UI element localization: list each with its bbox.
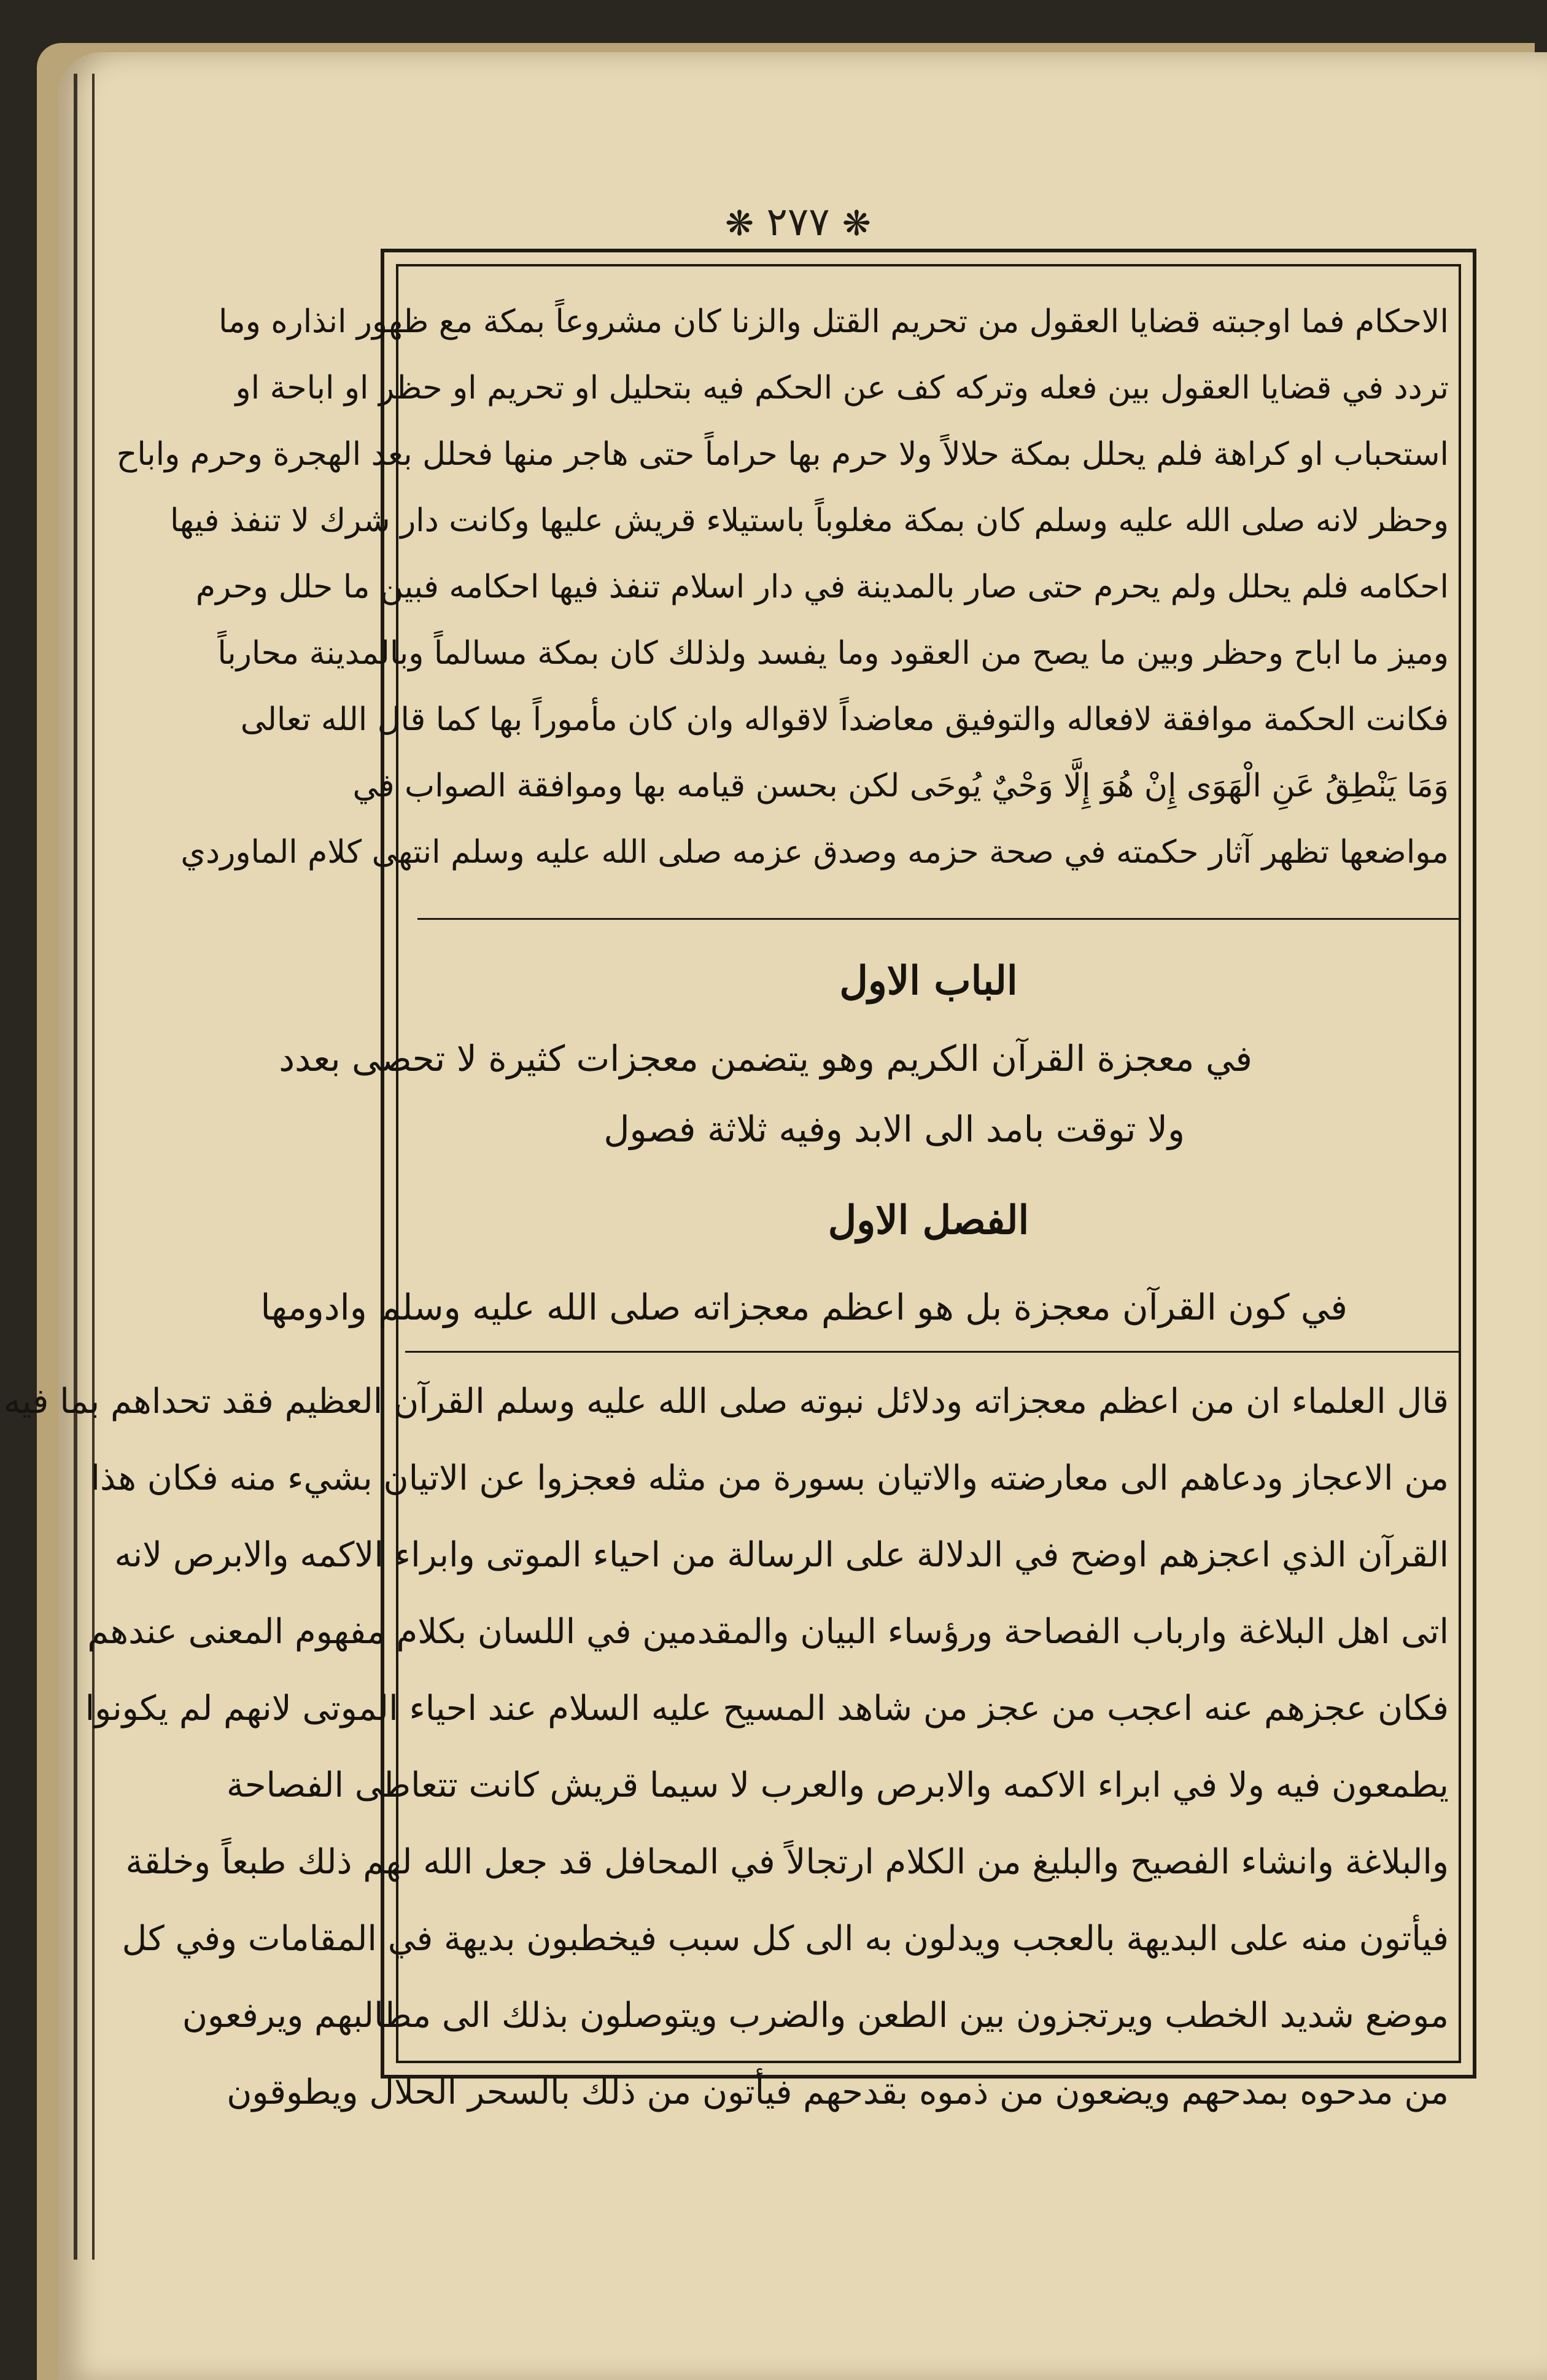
text-line: من مدحوه بمدحهم ويضعون من ذموه بقدحهم فيأتون من ذلك بالسحر الحلال ويطوقون bbox=[227, 2072, 1449, 2112]
page-number: ٢٧٧ bbox=[766, 200, 830, 245]
text-line: وَمَا يَنْطِقُ عَنِ الْهَوَى إِنْ هُوَ إِلَّا وَحْيٌ يُوحَى لكن بحسن قيامه بها وموافقة الصواب في bbox=[352, 768, 1449, 804]
text-line: استحباب او كراهة فلم يحلل بمكة حلالاً ولا حرم بها حراماً حتى هاجر منها فحلل بعد الهجرة وحرم واباح bbox=[116, 436, 1449, 473]
chapter-subtitle-line-2: ولا توقت بامد الى الابد وفيه ثلاثة فصول bbox=[603, 1108, 1185, 1150]
page-edge-line bbox=[74, 74, 77, 2260]
text-line: قال العلماء ان من اعظم معجزاته ودلائل نبوته صلى الله عليه وسلم القرآن العظيم فقد تحداهم بما فيه bbox=[3, 1382, 1449, 1421]
section-title: الفصل الاول bbox=[828, 1197, 1029, 1243]
text-line: وحظر لانه صلى الله عليه وسلم كان بمكة مغلوباً باستيلاء قريش عليها وكانت دار شرك لا تنفذ فيها bbox=[170, 502, 1449, 539]
page-number-header bbox=[725, 200, 871, 245]
section-divider bbox=[417, 918, 1461, 920]
text-line: يطمعون فيه ولا في ابراء الاكمه والابرص والعرب لا سيما قريش كانت تتعاطى الفصاحة bbox=[226, 1765, 1449, 1805]
text-line: وميز ما اباح وحظر وبين ما يصح من العقود وما يفسد ولذلك كان بمكة مسالماً وبالمدينة محارباً bbox=[217, 635, 1449, 672]
text-line: موضع شديد الخطب ويرتجزون بين الطعن والضرب ويتوصلون بذلك الى مطالبهم ويرفعون bbox=[182, 1996, 1449, 2036]
text-line: فكانت الحكمة موافقة لافعاله والتوفيق معاضداً لاقواله وان كان مأموراً بها كما قال الله تعالى bbox=[240, 701, 1449, 738]
ornament-icon: ❋ bbox=[842, 204, 871, 244]
text-line: مواضعها تظهر آثار حكمته في صحة حزمه وصدق عزمه صلى الله عليه وسلم انتهى كلام الماوردي bbox=[180, 834, 1449, 871]
text-line: فكان عجزهم عنه اعجب من عجز من شاهد المسيح عليه السلام عند احياء الموتى لانهم لم يكونوا bbox=[85, 1689, 1449, 1729]
bottom-paragraph bbox=[3, 1363, 1449, 2131]
text-line: الاحكام فما اوجبته قضايا العقول من تحريم القتل والزنا كان مشروعاً بمكة مع ظهور انذاره وما bbox=[219, 303, 1449, 340]
text-line: احكامه فلم يحلل ولم يحرم حتى صار بالمدينة في دار اسلام تنفذ فيها احكامه فبين ما حلل وحرم bbox=[195, 569, 1449, 605]
text-line: اتى اهل البلاغة وارباب الفصاحة ورؤساء البيان والمقدمين في اللسان بكلام مفهوم المعنى عندهم bbox=[87, 1612, 1449, 1652]
ornament-icon: ❋ bbox=[725, 204, 754, 244]
text-line: تردد في قضايا العقول بين فعله وتركه كف عن الحكم فيه بتحليل او تحريم او حظر او اباحة او bbox=[235, 370, 1449, 406]
section-divider bbox=[405, 1351, 1461, 1353]
text-line: فيأتون منه على البديهة بالعجب ويدلون به الى كل سبب فيخطبون بديهة في المقامات وفي كل bbox=[122, 1919, 1449, 1959]
text-line: من الاعجاز ودعاهم الى معارضته والاتيان بسورة من مثله فعجزوا عن الاتيان بشيء منه فكان هذا bbox=[90, 1458, 1449, 1498]
text-line: والبلاغة وانشاء الفصيح والبليغ من الكلام ارتجالاً في المحافل قد جعل الله لهم ذلك طبعاً وخلقة bbox=[125, 1842, 1449, 1882]
text-line: القرآن الذي اعجزهم اوضح في الدلالة على الرسالة من احياء الموتى وابراء الاكمه والابرص لانه bbox=[114, 1535, 1449, 1575]
top-paragraph bbox=[116, 289, 1449, 885]
chapter-subtitle-line-1: في معجزة القرآن الكريم وهو يتضمن معجزات كثيرة لا تحصى بعدد bbox=[279, 1038, 1252, 1079]
page-edge-line bbox=[92, 74, 95, 2260]
chapter-title: الباب الاول bbox=[839, 958, 1018, 1004]
section-subtitle: في كون القرآن معجزة بل هو اعظم معجزاته صلى الله عليه وسلم وادومها bbox=[260, 1286, 1347, 1328]
